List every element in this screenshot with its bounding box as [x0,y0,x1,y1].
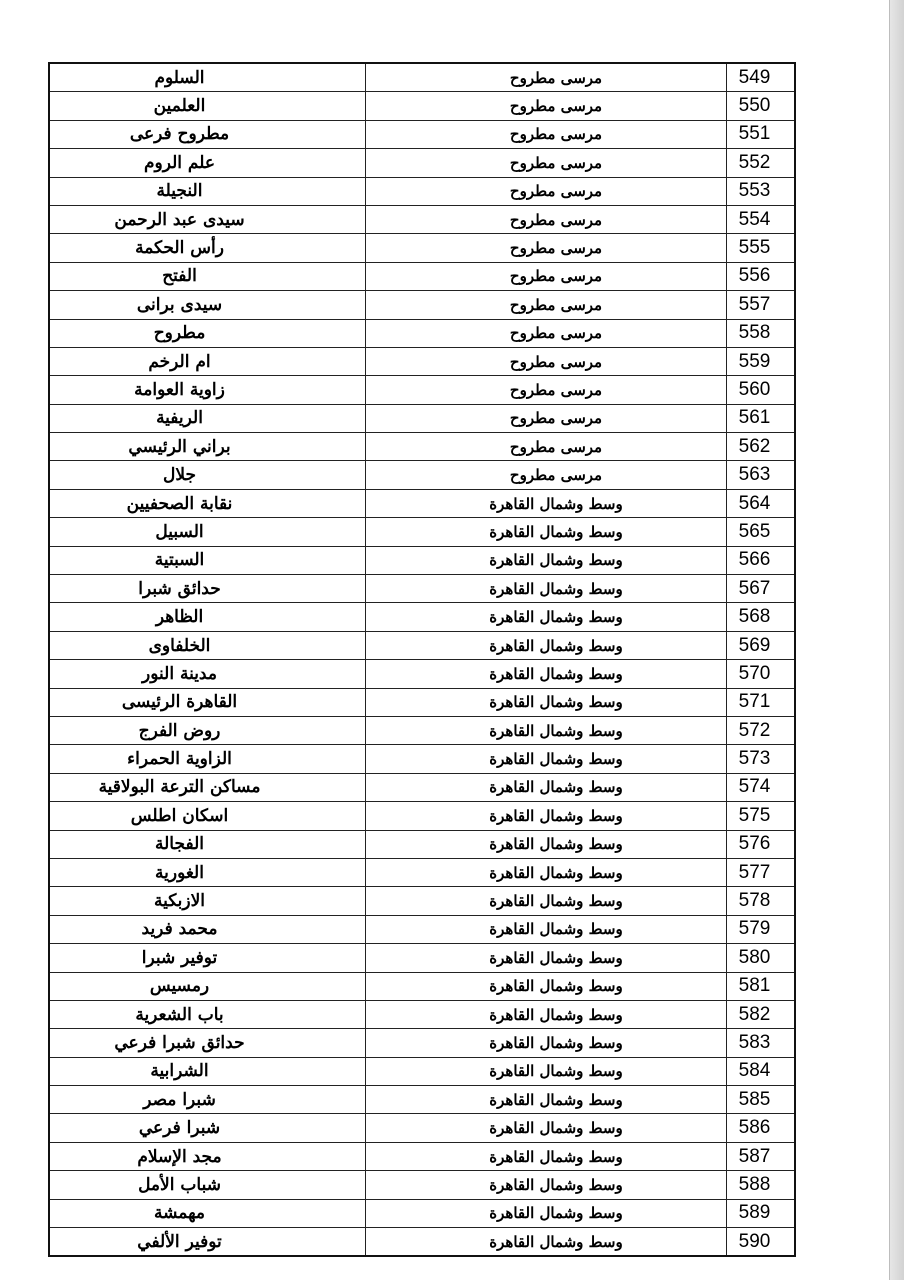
region-cell [366,603,727,631]
place-cell-text: الشرابية [150,1061,209,1082]
place-cell [49,177,366,205]
region-cell [366,830,727,858]
region-cell-text: مرسى مطروح [509,239,603,258]
place-cell-text: علم الروم [143,152,216,173]
place-cell-text: محمد فريد [141,919,218,940]
row-number-cell-text: 551 [738,123,771,145]
place-cell [49,376,366,404]
region-cell [366,660,727,688]
row-number-cell-text: 583 [738,1031,771,1053]
place-cell [49,745,366,773]
region-cell-text: وسط وشمال القاهرة [489,721,623,740]
region-cell-text: وسط وشمال القاهرة [489,693,623,712]
row-number-cell-text: 579 [738,918,771,940]
row-number-cell [727,802,796,830]
table-row [49,376,795,404]
region-cell-text: مرسى مطروح [509,267,603,286]
row-number-cell-text: 550 [738,95,771,117]
region-cell [366,205,727,233]
row-number-cell [727,1199,796,1227]
table-body [49,63,795,1256]
place-cell-text: الفتح [162,266,197,287]
place-cell-text: ام الرخم [148,351,211,372]
row-number-cell [727,1114,796,1142]
region-cell [366,1057,727,1085]
region-cell-text: مرسى مطروح [509,295,603,314]
place-cell [49,1142,366,1170]
place-cell-text: توفير شبرا [141,947,218,968]
table-row [49,177,795,205]
row-number-cell-text: 563 [738,464,771,486]
table-row [49,830,795,858]
table-row [49,631,795,659]
table-row [49,461,795,489]
row-number-cell-text: 556 [738,265,771,287]
row-number-cell-text: 560 [738,378,771,400]
row-number-cell [727,603,796,631]
table-row [49,262,795,290]
region-cell-text: وسط وشمال القاهرة [489,920,623,939]
row-number-cell [727,347,796,375]
place-cell-text: توفير الألفي [137,1231,222,1252]
region-cell [366,1171,727,1199]
row-number-cell [727,404,796,432]
row-number-cell-text: 585 [738,1088,771,1110]
place-cell-text: العلمين [153,96,206,117]
region-cell-text: وسط وشمال القاهرة [489,664,623,683]
row-number-cell-text: 577 [738,861,771,883]
region-cell [366,1000,727,1028]
region-cell-text: مرسى مطروح [509,68,603,87]
row-number-cell-text: 575 [738,804,771,826]
place-cell [49,433,366,461]
table-row [49,1057,795,1085]
table-row [49,433,795,461]
region-cell [366,1142,727,1170]
region-cell [366,575,727,603]
region-cell-text: وسط وشمال القاهرة [489,750,623,769]
table-row [49,1114,795,1142]
table-row [49,944,795,972]
region-cell [366,404,727,432]
region-cell [366,745,727,773]
row-number-cell [727,575,796,603]
region-cell [366,546,727,574]
place-cell-text: النجيلة [156,181,203,202]
region-cell-text: مرسى مطروح [509,153,603,172]
place-cell [49,1057,366,1085]
row-number-cell-text: 562 [738,435,771,457]
region-cell [366,1029,727,1057]
region-cell [366,63,727,92]
place-cell-text: زاوية العوامة [134,379,225,400]
row-number-cell [727,291,796,319]
place-cell [49,291,366,319]
table-row [49,92,795,120]
region-cell-text: وسط وشمال القاهرة [489,948,623,967]
region-cell [366,631,727,659]
row-number-cell-text: 573 [738,748,771,770]
region-cell [366,433,727,461]
row-number-cell [727,546,796,574]
region-cell [366,887,727,915]
row-number-cell [727,234,796,262]
table-row [49,745,795,773]
row-number-cell [727,716,796,744]
place-cell-text: سيدى برانى [136,294,223,315]
table-row [49,149,795,177]
region-cell-text: مرسى مطروح [509,466,603,485]
region-cell [366,915,727,943]
row-number-cell [727,1171,796,1199]
place-cell-text: براني الرئيسي [128,436,231,457]
row-number-cell [727,149,796,177]
row-number-cell [727,63,796,92]
place-cell [49,149,366,177]
place-cell [49,404,366,432]
place-cell-text: سيدى عبد الرحمن [114,209,245,230]
place-cell-text: روض الفرج [138,720,221,741]
row-number-cell-text: 569 [738,634,771,656]
row-number-cell [727,262,796,290]
region-cell-text: وسط وشمال القاهرة [489,1232,623,1251]
region-cell-text: مرسى مطروح [509,324,603,343]
region-cell-text: وسط وشمال القاهرة [489,494,623,513]
region-cell-text: وسط وشمال القاهرة [489,1175,623,1194]
row-number-cell [727,489,796,517]
region-cell-text: وسط وشمال القاهرة [489,1090,623,1109]
region-cell-text: وسط وشمال القاهرة [489,1147,623,1166]
place-cell-text: الغورية [155,862,204,883]
place-cell [49,1086,366,1114]
region-cell [366,234,727,262]
row-number-cell [727,631,796,659]
place-cell [49,347,366,375]
row-number-cell [727,660,796,688]
place-cell-text: شباب الأمل [138,1174,221,1195]
place-cell-text: جلال [162,465,196,486]
region-cell [366,291,727,319]
region-cell-text: وسط وشمال القاهرة [489,579,623,598]
row-number-cell-text: 570 [738,662,771,684]
row-number-cell-text: 571 [738,691,771,713]
table-row [49,518,795,546]
place-cell [49,1228,366,1257]
place-cell-text: رمسيس [149,976,210,997]
row-number-cell-text: 561 [738,407,771,429]
row-number-cell [727,972,796,1000]
place-cell-text: مدينة النور [142,663,217,684]
table-row [49,688,795,716]
place-cell-text: الخلفاوى [148,635,211,656]
place-cell [49,972,366,1000]
table-row [49,603,795,631]
row-number-cell-text: 572 [738,719,771,741]
region-cell-text: وسط وشمال القاهرة [489,1119,623,1138]
row-number-cell [727,205,796,233]
region-cell-text: وسط وشمال القاهرة [489,1062,623,1081]
place-cell-text: الزاوية الحمراء [127,749,232,770]
row-number-cell [727,688,796,716]
region-cell [366,802,727,830]
region-cell [366,716,727,744]
table-row [49,546,795,574]
table-row [49,802,795,830]
place-cell-text: باب الشعرية [135,1004,224,1025]
row-number-cell [727,830,796,858]
row-number-cell-text: 587 [738,1145,771,1167]
place-cell-text: الفجالة [155,834,204,855]
table-row [49,120,795,148]
region-cell [366,149,727,177]
place-cell [49,518,366,546]
place-cell [49,489,366,517]
region-cell [366,177,727,205]
table-row [49,234,795,262]
row-number-cell [727,887,796,915]
row-number-cell-text: 578 [738,890,771,912]
table-row [49,319,795,347]
place-cell [49,262,366,290]
place-cell [49,92,366,120]
row-number-cell [727,433,796,461]
region-cell [366,347,727,375]
place-cell [49,1000,366,1028]
region-cell-text: مرسى مطروح [509,352,603,371]
place-cell-text: نقابة الصحفيين [126,493,233,514]
table-row [49,63,795,92]
region-cell [366,1114,727,1142]
place-cell [49,120,366,148]
place-cell-text: الازبكية [154,891,205,912]
row-number-cell [727,1228,796,1257]
row-number-cell [727,944,796,972]
row-number-cell-text: 557 [738,293,771,315]
region-cell-text: مرسى مطروح [509,409,603,428]
row-number-cell [727,120,796,148]
place-cell [49,631,366,659]
place-cell [49,716,366,744]
row-number-cell [727,1086,796,1114]
row-number-cell-text: 553 [738,180,771,202]
page-edge-shadow [889,0,904,1280]
row-number-cell [727,1000,796,1028]
row-number-cell-text: 584 [738,1060,771,1082]
row-number-cell-text: 586 [738,1117,771,1139]
place-cell [49,858,366,886]
place-cell-text: مجد الإسلام [137,1146,222,1167]
table-row [49,1199,795,1227]
region-cell-text: مرسى مطروح [509,97,603,116]
row-number-cell [727,461,796,489]
place-cell [49,944,366,972]
place-cell [49,205,366,233]
row-number-cell [727,1057,796,1085]
row-number-cell [727,518,796,546]
place-cell-text: شبرا فرعي [138,1118,221,1139]
row-number-cell-text: 588 [738,1173,771,1195]
region-cell-text: مرسى مطروح [509,182,603,201]
place-cell [49,773,366,801]
place-cell [49,63,366,92]
region-cell [366,92,727,120]
region-cell-text: مرسى مطروح [509,210,603,229]
region-cell-text: مرسى مطروح [509,437,603,456]
row-number-cell-text: 590 [738,1230,771,1252]
place-cell-text: السبيل [155,521,204,542]
place-cell [49,802,366,830]
place-cell [49,1114,366,1142]
row-number-cell-text: 581 [738,975,771,997]
place-cell-text: مطروح [153,323,206,344]
place-cell-text: السبتية [154,550,205,571]
region-cell [366,858,727,886]
place-cell-text: القاهرة الرئيسى [121,692,238,713]
row-number-cell-text: 552 [738,151,771,173]
table-row [49,291,795,319]
place-cell [49,461,366,489]
row-number-cell-text: 554 [738,208,771,230]
place-cell-text: حدائق شبرا [138,578,221,599]
table-row [49,1228,795,1257]
row-number-cell-text: 589 [738,1202,771,1224]
region-cell-text: وسط وشمال القاهرة [489,835,623,854]
row-number-cell [727,745,796,773]
region-cell-text: وسط وشمال القاهرة [489,1033,623,1052]
region-cell [366,944,727,972]
locations-table [48,62,796,1257]
table-row [49,489,795,517]
place-cell-text: اسكان اطلس [130,805,229,826]
place-cell-text: رأس الحكمة [135,238,224,259]
region-cell-text: وسط وشمال القاهرة [489,608,623,627]
row-number-cell [727,177,796,205]
row-number-cell-text: 580 [738,946,771,968]
region-cell-text: وسط وشمال القاهرة [489,1204,623,1223]
region-cell [366,688,727,716]
row-number-cell [727,319,796,347]
table-row [49,858,795,886]
table-row [49,205,795,233]
region-cell [366,461,727,489]
table-row [49,887,795,915]
place-cell-text: الظاهر [155,607,204,628]
row-number-cell-text: 582 [738,1003,771,1025]
place-cell [49,546,366,574]
row-number-cell [727,1142,796,1170]
row-number-cell-text: 558 [738,322,771,344]
row-number-cell-text: 566 [738,549,771,571]
region-cell-text: وسط وشمال القاهرة [489,551,623,570]
place-cell [49,603,366,631]
place-cell [49,915,366,943]
row-number-cell-text: 549 [738,66,771,88]
table-row [49,1029,795,1057]
region-cell-text: وسط وشمال القاهرة [489,522,623,541]
region-cell [366,376,727,404]
region-cell-text: مرسى مطروح [509,380,603,399]
region-cell-text: وسط وشمال القاهرة [489,806,623,825]
row-number-cell [727,1029,796,1057]
place-cell [49,319,366,347]
place-cell [49,575,366,603]
place-cell [49,234,366,262]
place-cell [49,1199,366,1227]
place-cell-text: شبرا مصر [143,1089,216,1110]
region-cell-text: وسط وشمال القاهرة [489,977,623,996]
place-cell-text: السلوم [154,67,205,88]
table-row [49,716,795,744]
place-cell [49,1029,366,1057]
row-number-cell [727,376,796,404]
region-cell [366,773,727,801]
region-cell-text: وسط وشمال القاهرة [489,1005,623,1024]
table-row [49,972,795,1000]
place-cell-text: حدائق شبرا فرعي [114,1032,245,1053]
region-cell [366,489,727,517]
table-row [49,660,795,688]
region-cell [366,972,727,1000]
region-cell [366,1086,727,1114]
region-cell-text: وسط وشمال القاهرة [489,778,623,797]
row-number-cell-text: 555 [738,237,771,259]
place-cell-text: مهمشة [153,1203,206,1224]
row-number-cell-text: 576 [738,833,771,855]
region-cell [366,319,727,347]
row-number-cell-text: 564 [738,492,771,514]
row-number-cell-text: 568 [738,606,771,628]
region-cell [366,518,727,546]
row-number-cell-text: 565 [738,520,771,542]
row-number-cell [727,92,796,120]
row-number-cell [727,773,796,801]
place-cell [49,830,366,858]
region-cell-text: وسط وشمال القاهرة [489,863,623,882]
table-row [49,773,795,801]
row-number-cell-text: 574 [738,776,771,798]
row-number-cell-text: 567 [738,577,771,599]
row-number-cell [727,858,796,886]
place-cell-text: مطروح فرعى [129,124,230,145]
place-cell [49,1171,366,1199]
region-cell-text: وسط وشمال القاهرة [489,636,623,655]
place-cell [49,688,366,716]
table-row [49,1171,795,1199]
region-cell-text: وسط وشمال القاهرة [489,892,623,911]
table-row [49,575,795,603]
place-cell [49,660,366,688]
place-cell [49,887,366,915]
table-row [49,1142,795,1170]
region-cell [366,1228,727,1257]
place-cell-text: مساكن الترعة البولاقية [98,777,261,798]
region-cell-text: مرسى مطروح [509,125,603,144]
place-cell-text: الريفية [156,408,203,429]
table-row [49,1000,795,1028]
region-cell [366,262,727,290]
table-row [49,915,795,943]
region-cell [366,1199,727,1227]
row-number-cell [727,915,796,943]
row-number-cell-text: 559 [738,350,771,372]
region-cell [366,120,727,148]
table-row [49,347,795,375]
table-row [49,404,795,432]
document-sheet [48,62,796,1257]
table-row [49,1086,795,1114]
